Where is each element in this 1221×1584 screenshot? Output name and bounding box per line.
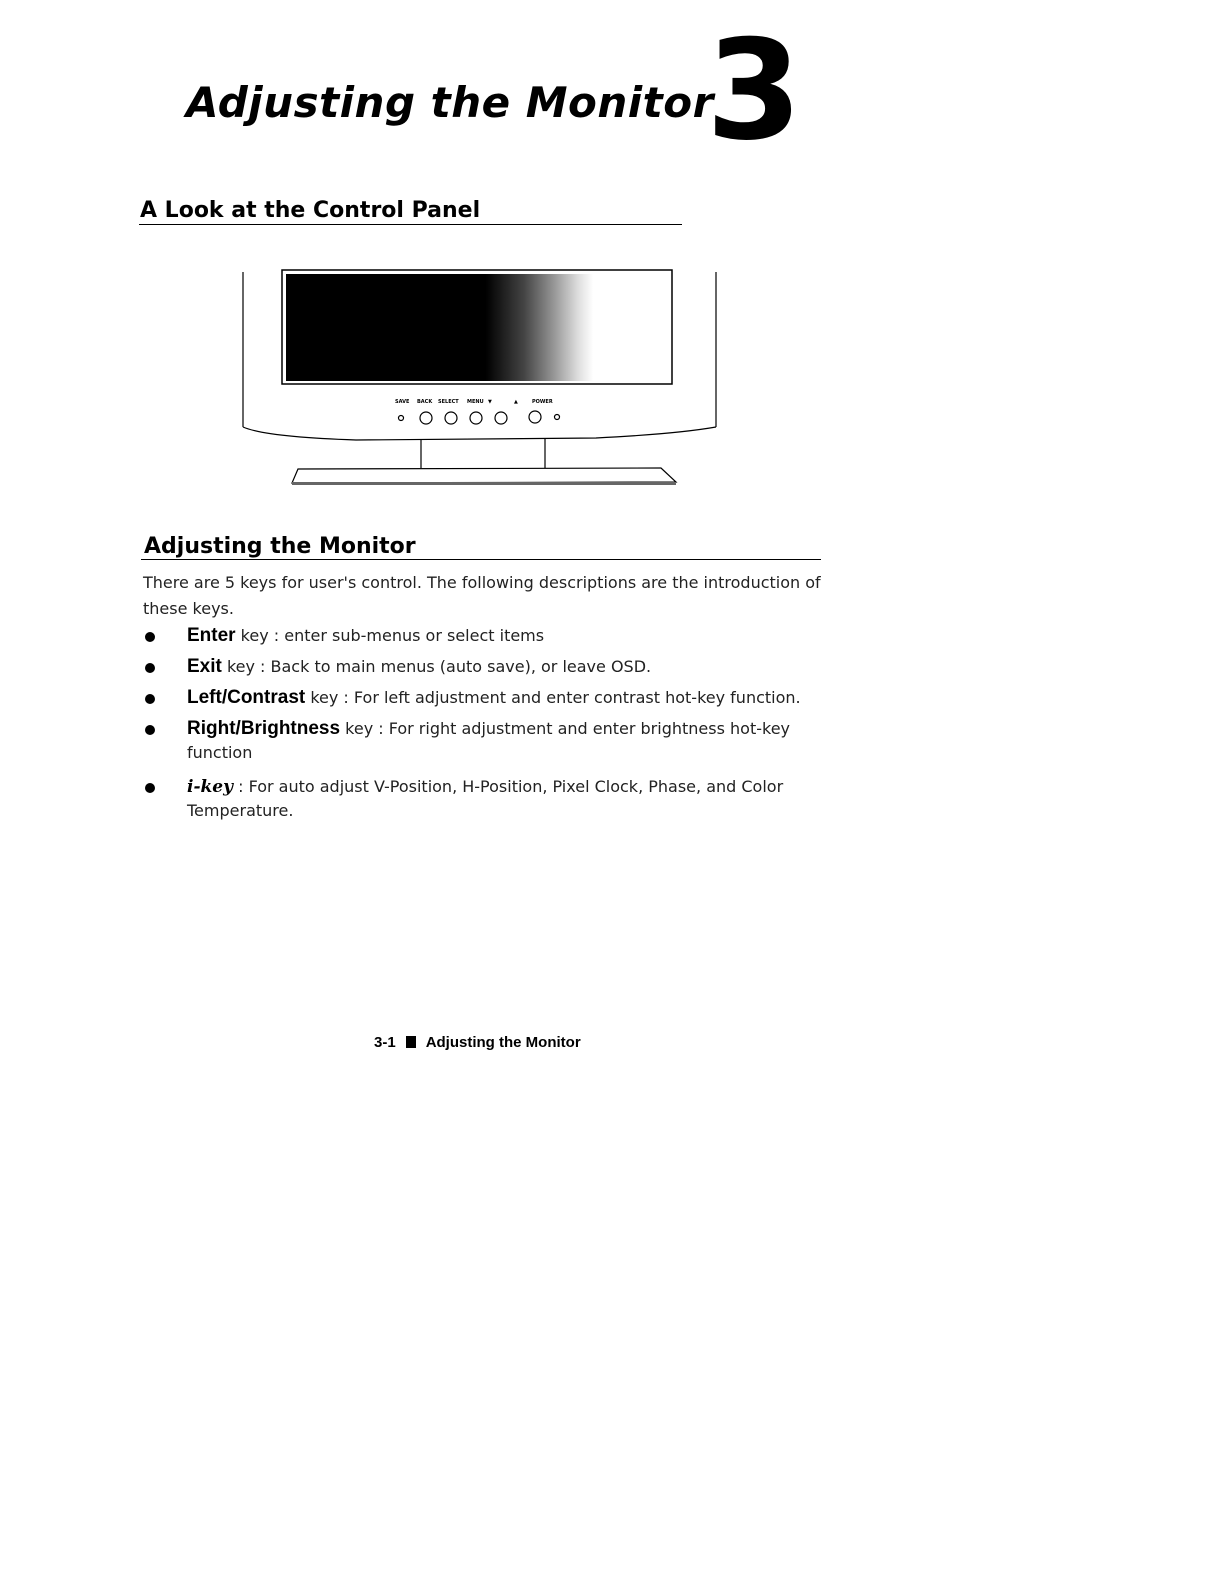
label-up: ▲	[514, 399, 518, 405]
bullet-icon	[145, 632, 155, 642]
chapter-title: Adjusting the Monitor	[186, 78, 714, 127]
key-description: key : Back to main menus (auto save), or leave OSD.	[221, 657, 652, 676]
led-left	[399, 416, 404, 421]
footer-title: Adjusting the Monitor	[425, 1034, 581, 1051]
stand-base-shadow	[292, 482, 676, 485]
screen-panel	[286, 274, 670, 381]
list-item	[143, 717, 823, 765]
label-down: ▼	[488, 399, 492, 405]
select-button-shape	[470, 412, 482, 424]
back-button-shape	[445, 412, 457, 424]
square-icon	[406, 1036, 416, 1048]
key-description: key : For left adjustment and enter contrast hot-key function.	[305, 688, 801, 707]
menu-button-shape	[495, 412, 507, 424]
section-rule	[139, 224, 682, 225]
stand-base	[292, 468, 676, 483]
bullet-icon	[145, 663, 155, 673]
power-led	[555, 415, 560, 420]
bullet-icon	[145, 694, 155, 704]
key-name: i-key	[187, 777, 233, 797]
key-description: key : enter sub-menus or select items	[235, 626, 545, 645]
section-heading-control-panel: A Look at the Control Panel	[140, 198, 481, 223]
list-item	[143, 624, 823, 648]
save-button-shape	[420, 412, 432, 424]
bezel-bottom-edge	[243, 427, 716, 440]
key-name: Left/Contrast	[187, 687, 306, 708]
page-number: 3-1	[374, 1034, 396, 1051]
list-item	[143, 775, 823, 823]
list-item	[143, 686, 823, 710]
label-save: SAVE	[395, 399, 410, 405]
label-power: POWER	[532, 399, 553, 405]
chapter-number: 3	[706, 10, 803, 171]
key-name: Right/Brightness	[187, 718, 341, 739]
bullet-icon	[145, 783, 155, 793]
key-description: : For auto adjust V-Position, H-Position, Pixel Clock, Phase, and Color Temperature.	[187, 777, 784, 820]
section-rule	[141, 559, 821, 560]
label-menu: MENU	[467, 399, 484, 405]
label-back: BACK	[417, 399, 433, 405]
list-item	[143, 655, 823, 679]
label-select: SELECT	[438, 399, 459, 405]
key-name: Exit	[187, 656, 222, 677]
key-list	[143, 624, 823, 830]
power-button-shape	[529, 411, 541, 423]
page-footer	[374, 1034, 581, 1051]
intro-paragraph: There are 5 keys for user's control. The following descriptions are the introduction of these keys.	[143, 573, 821, 618]
key-name: Enter	[187, 625, 236, 646]
bullet-icon	[145, 725, 155, 735]
key-description: key : For right adjustment and enter brightness hot-key function	[187, 719, 790, 762]
monitor-control-panel-illustration	[236, 262, 726, 494]
section-heading-adjusting: Adjusting the Monitor	[144, 534, 416, 559]
